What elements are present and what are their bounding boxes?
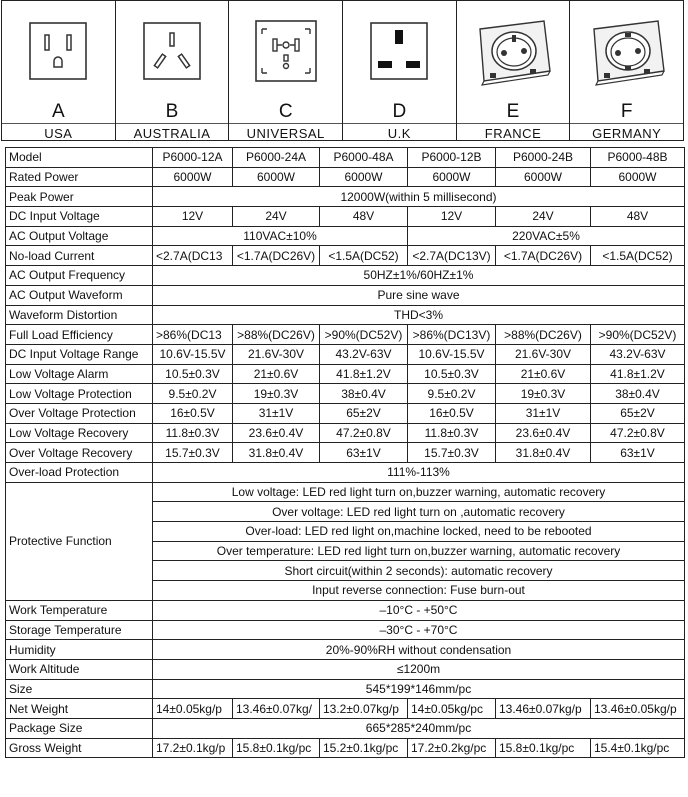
value-cell: 43.2V-63V [320,344,408,364]
value-cell: 6000W [408,167,496,187]
value-cell: <1.7A(DC26V) [496,246,591,266]
row-label: Waveform Distortion [6,305,153,325]
row-label: DC Input Voltage Range [6,344,153,364]
value-cell: 10.5±0.3V [408,364,496,384]
value-cell: 31.8±0.4V [496,443,591,463]
value-cell: 13.2±0.07kg/p [320,699,408,719]
row-label: Over Voltage Protection [6,403,153,423]
value-cell: 31±1V [233,403,320,423]
value-cell: 21±0.6V [496,364,591,384]
table-row-work-temperature [6,600,685,620]
socket-country: U.K [343,123,456,143]
table-row-rated-power [6,167,685,187]
value-cell: <2.7A(DC13 [153,246,233,266]
row-label: Package Size [6,718,153,738]
value-cell: 10.6V-15.5V [153,344,233,364]
value-cell: 15.8±0.1kg/pc [496,738,591,758]
value-cell: 220VAC±5% [408,226,685,246]
value-cell: –10°C - +50°C [153,600,685,620]
value-cell: P6000-48B [591,148,685,168]
table-row-low-voltage-alarm [6,364,685,384]
table-row-gross-weight [6,738,685,758]
value-cell: 110VAC±10% [153,226,408,246]
row-label: No-load Current [6,246,153,266]
value-cell: 48V [591,207,685,227]
france-socket-icon [470,15,556,87]
value-cell: 20%-90%RH without condensation [153,640,685,660]
value-cell: 6000W [320,167,408,187]
socket-letter: E [506,101,520,122]
row-label: Humidity [6,640,153,660]
row-label: Protective Function [6,482,153,600]
value-cell: 6000W [153,167,233,187]
table-row-ac-output-voltage [6,226,685,246]
table-row-no-load-current [6,246,685,266]
value-cell: 12000W(within 5 millisecond) [153,187,685,207]
row-label: Gross Weight [6,738,153,758]
value-cell: 21.6V-30V [233,344,320,364]
row-label: Size [6,679,153,699]
row-label: DC Input Voltage [6,207,153,227]
value-cell: Short circuit(within 2 seconds): automatic recovery [153,561,685,581]
table-row-low-voltage-recovery [6,423,685,443]
row-label: Storage Temperature [6,620,153,640]
value-cell: 24V [496,207,591,227]
value-cell: 31±1V [496,403,591,423]
socket-country: UNIVERSAL [229,123,342,143]
socket-country: AUSTRALIA [116,123,229,143]
value-cell: 21.6V-30V [496,344,591,364]
socket-country: USA [2,123,115,143]
value-cell: 38±0.4V [591,384,685,404]
row-label: Model [6,148,153,168]
value-cell: THD<3% [153,305,685,325]
value-cell: P6000-48A [320,148,408,168]
value-cell: 65±2V [320,403,408,423]
value-cell: 65±2V [591,403,685,423]
value-cell: 19±0.3V [233,384,320,404]
value-cell: 10.5±0.3V [153,364,233,384]
table-row-ac-output-frequency [6,266,685,286]
value-cell: 13.46±0.07kg/p [496,699,591,719]
uk-socket-icon [369,21,429,81]
value-cell: 13.46±0.05kg/p [591,699,685,719]
value-cell: 14±0.05kg/pc [408,699,496,719]
value-cell: P6000-24A [233,148,320,168]
row-label: Low Voltage Protection [6,384,153,404]
value-cell: Over temperature: LED red light turn on,buzzer warning, automatic recovery [153,541,685,561]
value-cell: <1.5A(DC52) [591,246,685,266]
value-cell: 24V [233,207,320,227]
value-cell: Pure sine wave [153,285,685,305]
value-cell: 545*199*146mm/pc [153,679,685,699]
table-row-work-altitude [6,659,685,679]
socket-type-header [1,0,684,141]
value-cell: 43.2V-63V [591,344,685,364]
socket-country: FRANCE [457,123,570,143]
value-cell: >90%(DC52V) [591,325,685,345]
value-cell: 21±0.6V [233,364,320,384]
value-cell: 14±0.05kg/p [153,699,233,719]
value-cell: Input reverse connection: Fuse burn-out [153,581,685,601]
row-label: Peak Power [6,187,153,207]
value-cell: 10.6V-15.5V [408,344,496,364]
row-label: Rated Power [6,167,153,187]
socket-germany [570,1,683,140]
value-cell: >90%(DC52V) [320,325,408,345]
value-cell: 38±0.4V [320,384,408,404]
row-label: Over Voltage Recovery [6,443,153,463]
value-cell: 63±1V [591,443,685,463]
value-cell: 15.7±0.3V [408,443,496,463]
value-cell: 9.5±0.2V [153,384,233,404]
value-cell: 15.2±0.1kg/pc [320,738,408,758]
row-label: Net Weight [6,699,153,719]
row-label: Over-load Protection [6,463,153,483]
value-cell: >88%(DC26V) [233,325,320,345]
socket-country: GERMANY [570,123,683,143]
table-row-full-load-efficiency [6,325,685,345]
socket-france [457,1,571,140]
socket-letter: C [278,101,293,122]
row-label: Work Altitude [6,659,153,679]
value-cell: 665*285*240mm/pc [153,718,685,738]
value-cell: 23.6±0.4V [496,423,591,443]
row-label: AC Output Waveform [6,285,153,305]
value-cell: 6000W [233,167,320,187]
row-label: Low Voltage Alarm [6,364,153,384]
socket-letter: A [51,101,65,122]
row-label: Work Temperature [6,600,153,620]
value-cell: 9.5±0.2V [408,384,496,404]
usa-socket-icon [28,21,88,81]
row-label: Low Voltage Recovery [6,423,153,443]
row-label: AC Output Frequency [6,266,153,286]
value-cell: Low voltage: LED red light turn on,buzzer warning, automatic recovery [153,482,685,502]
value-cell: 16±0.5V [408,403,496,423]
table-row-size [6,679,685,699]
socket-australia [116,1,230,140]
value-cell: >86%(DC13V) [408,325,496,345]
value-cell: 17.2±0.1kg/p [153,738,233,758]
value-cell: 6000W [496,167,591,187]
table-row-waveform-distortion [6,305,685,325]
table-row-low-voltage-protection [6,384,685,404]
value-cell: 19±0.3V [496,384,591,404]
value-cell: <2.7A(DC13V) [408,246,496,266]
value-cell: –30°C - +70°C [153,620,685,640]
germany-socket-icon [584,15,670,87]
table-row-over-voltage-recovery [6,443,685,463]
value-cell: 11.8±0.3V [408,423,496,443]
value-cell: 12V [153,207,233,227]
australia-socket-icon [142,21,202,81]
value-cell: Over voltage: LED red light turn on ,automatic recovery [153,502,685,522]
socket-letter: B [165,101,179,122]
value-cell: ≤1200m [153,659,685,679]
row-label: AC Output Voltage [6,226,153,246]
value-cell: 6000W [591,167,685,187]
value-cell: 15.8±0.1kg/pc [233,738,320,758]
value-cell: 50HZ±1%/60HZ±1% [153,266,685,286]
socket-letter: F [620,101,633,122]
row-label: Full Load Efficiency [6,325,153,345]
value-cell: 63±1V [320,443,408,463]
value-cell: >88%(DC26V) [496,325,591,345]
table-row-package-size [6,718,685,738]
value-cell: >86%(DC13 [153,325,233,345]
socket-universal [229,1,343,140]
table-row-net-weight [6,699,685,719]
value-cell: 12V [408,207,496,227]
value-cell: Over-load: LED red light on,machine locked, need to be rebooted [153,522,685,542]
table-row-dc-input-voltage-range [6,344,685,364]
table-row-dc-input-voltage [6,207,685,227]
spec-table [5,147,685,758]
value-cell: 31.8±0.4V [233,443,320,463]
value-cell: P6000-24B [496,148,591,168]
value-cell: 15.7±0.3V [153,443,233,463]
value-cell: <1.5A(DC52) [320,246,408,266]
table-row-storage-temperature [6,620,685,640]
value-cell: 41.8±1.2V [320,364,408,384]
table-row-model [6,148,685,168]
value-cell: 15.4±0.1kg/pc [591,738,685,758]
value-cell: P6000-12B [408,148,496,168]
value-cell: 47.2±0.8V [320,423,408,443]
value-cell: P6000-12A [153,148,233,168]
table-row-peak-power [6,187,685,207]
value-cell: 47.2±0.8V [591,423,685,443]
table-row-protective-function [6,482,685,502]
value-cell: 41.8±1.2V [591,364,685,384]
value-cell: 16±0.5V [153,403,233,423]
value-cell: 11.8±0.3V [153,423,233,443]
socket-usa [2,1,116,140]
table-row-humidity [6,640,685,660]
value-cell: 48V [320,207,408,227]
table-row-overload-protection [6,463,685,483]
value-cell: 13.46±0.07kg/ [233,699,320,719]
universal-socket-icon [254,19,318,83]
socket-letter: D [392,101,407,122]
table-row-ac-output-waveform [6,285,685,305]
value-cell: 23.6±0.4V [233,423,320,443]
value-cell: <1.7A(DC26V) [233,246,320,266]
table-row-over-voltage-protection [6,403,685,423]
value-cell: 111%-113% [153,463,685,483]
socket-uk [343,1,457,140]
value-cell: 17.2±0.2kg/pc [408,738,496,758]
